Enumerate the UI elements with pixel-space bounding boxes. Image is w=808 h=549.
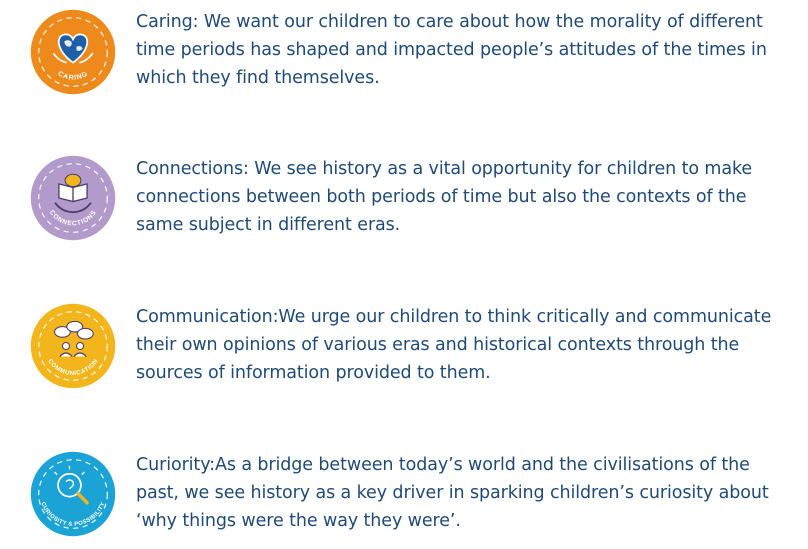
communication-badge (29, 302, 117, 390)
value-description: Connections: We see history as a vital opportunity for children to make connections between both periods of time but also the contexts of the same subject in different eras. (136, 159, 753, 235)
connections-badge (29, 154, 117, 242)
value-description: Caring: We want our children to care about how the morality of different time periods has shaped and impacted people’s attitudes of the times in which they find themselves. (136, 12, 767, 88)
badge-label: COMMUNICATION (46, 357, 100, 378)
caring-badge (29, 8, 117, 96)
value-description: Communication:We urge our children to think critically and communicate their own opinions of various eras and historical contexts through the sources of information provided to them. (136, 307, 772, 383)
badge-label: CURIOSITY & POSSIBILITY (39, 501, 107, 528)
badge-label: CONNECTIONS (47, 209, 99, 228)
value-description: Curiority:As a bridge between today’s world and the civilisations of the past, we see history as a key driver in sparking children’s curiosity about ‘why things were the way they were’. (136, 455, 769, 531)
curiosity-badge (29, 450, 117, 538)
badge-label: CARING (56, 70, 90, 82)
